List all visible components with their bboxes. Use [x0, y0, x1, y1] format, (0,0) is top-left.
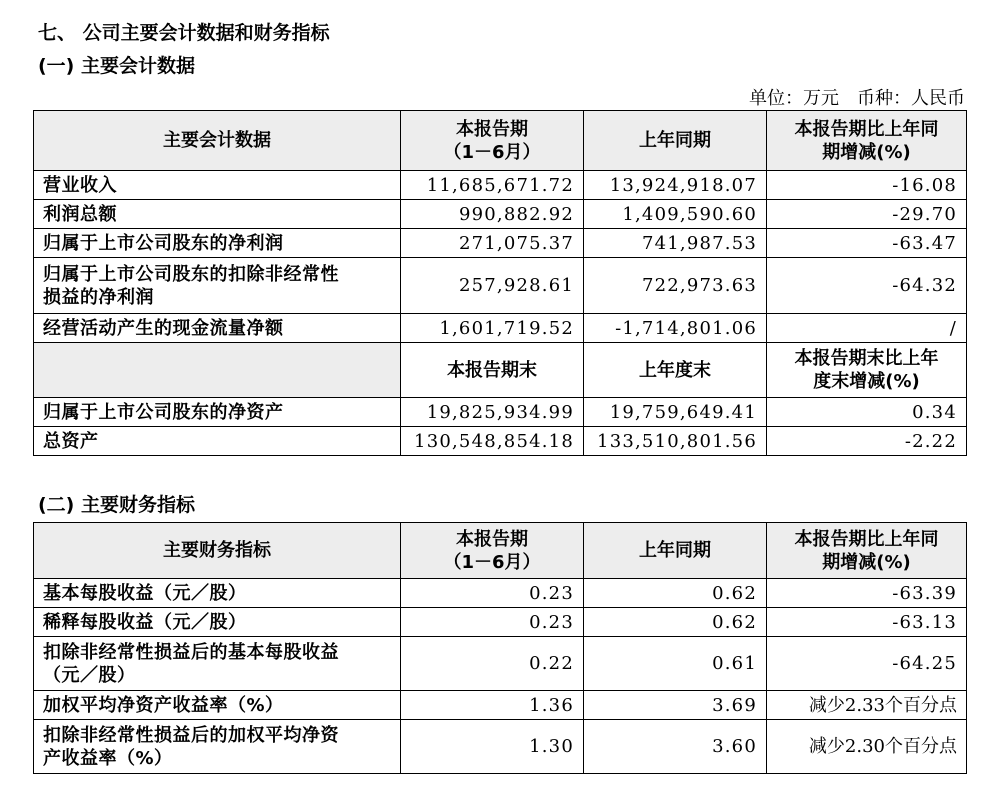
cell-previous: 133,510,801.56 [584, 427, 767, 456]
header-line: 本报告期末比上年 [794, 348, 939, 369]
cell-change: 减少2.30个百分点 [767, 720, 967, 774]
cell-current: 0.23 [401, 608, 584, 637]
row-label: 基本每股收益（元／股） [34, 579, 401, 608]
cell-change: 减少2.33个百分点 [767, 691, 967, 720]
part1-title: (一) 主要会计数据 [38, 55, 195, 77]
cell-current: 19,825,934.99 [401, 398, 584, 427]
section-title: 七、 公司主要会计数据和财务指标 [38, 22, 330, 44]
table-row [34, 579, 967, 608]
row-label: 经营活动产生的现金流量净额 [34, 314, 401, 343]
cell-change: -63.39 [767, 579, 967, 608]
header-current-period [401, 523, 584, 579]
row-label: 归属于上市公司股东的净资产 [34, 398, 401, 427]
cell-current: 130,548,854.18 [401, 427, 584, 456]
subheader-period-end: 本报告期末 [401, 343, 584, 398]
table-row [34, 637, 967, 691]
cell-previous: 3.69 [584, 691, 767, 720]
header-line: 度末增减(%) [813, 371, 920, 392]
table-subheader-row [34, 343, 967, 398]
header-current-period [401, 111, 584, 171]
cell-current: 271,075.37 [401, 229, 584, 258]
row-label: 稀释每股收益（元／股） [34, 608, 401, 637]
financial-indicators-table [33, 522, 967, 774]
header-line: 本报告期比上年同 [794, 118, 939, 140]
cell-previous: 13,924,918.07 [584, 171, 767, 200]
cell-change: -16.08 [767, 171, 967, 200]
table-header-row [34, 111, 967, 171]
header-line: 本报告期 [456, 528, 528, 550]
table-row [34, 398, 967, 427]
row-label: 归属于上市公司股东的净利润 [34, 229, 401, 258]
cell-previous: 0.62 [584, 608, 767, 637]
cell-previous: 3.60 [584, 720, 767, 774]
subheader-change [767, 343, 967, 398]
cell-current: 0.23 [401, 579, 584, 608]
header-change [767, 523, 967, 579]
table-row [34, 691, 967, 720]
cell-current: 1.30 [401, 720, 584, 774]
label-line: （元／股） [43, 664, 136, 686]
table-row [34, 229, 967, 258]
table-row [34, 200, 967, 229]
header-line: 期增减(%) [822, 141, 911, 163]
table-row [34, 171, 967, 200]
cell-previous: 0.61 [584, 637, 767, 691]
header-previous-period: 上年同期 [584, 523, 767, 579]
header-previous-period: 上年同期 [584, 111, 767, 171]
row-label: 总资产 [34, 427, 401, 456]
cell-previous: 722,973.63 [584, 258, 767, 314]
cell-previous: -1,714,801.06 [584, 314, 767, 343]
table-header-row [34, 523, 967, 579]
cell-previous: 19,759,649.41 [584, 398, 767, 427]
cell-change: -2.22 [767, 427, 967, 456]
cell-current: 11,685,671.72 [401, 171, 584, 200]
cell-change: 0.34 [767, 398, 967, 427]
header-line: 本报告期比上年同 [794, 528, 939, 550]
label-line: 归属于上市公司股东的扣除非经常性 [43, 263, 339, 285]
cell-change: -64.32 [767, 258, 967, 314]
cell-previous: 1,409,590.60 [584, 200, 767, 229]
header-line: 本报告期 [456, 118, 528, 140]
row-label [34, 637, 401, 691]
label-line: 损益的净利润 [43, 286, 154, 308]
table-row [34, 258, 967, 314]
cell-change: -64.25 [767, 637, 967, 691]
header-change [767, 111, 967, 171]
cell-current: 257,928.61 [401, 258, 584, 314]
label-line: 产收益率（%） [43, 747, 173, 769]
accounting-data-table [33, 110, 967, 456]
header-line: （1－6月） [443, 141, 541, 163]
label-line: 扣除非经常性损益后的加权平均净资 [43, 724, 339, 746]
header-line: 期增减(%) [822, 551, 911, 573]
cell-change: -63.13 [767, 608, 967, 637]
row-label [34, 258, 401, 314]
header-item: 主要会计数据 [34, 111, 401, 171]
table-row [34, 608, 967, 637]
unit-currency-line: 单位：万元 币种：人民币 [749, 88, 965, 109]
table-row [34, 427, 967, 456]
cell-change: -63.47 [767, 229, 967, 258]
label-line: 扣除非经常性损益后的基本每股收益 [43, 641, 339, 663]
row-label: 营业收入 [34, 171, 401, 200]
cell-change: / [767, 314, 967, 343]
row-label [34, 720, 401, 774]
cell-change: -29.70 [767, 200, 967, 229]
cell-previous: 0.62 [584, 579, 767, 608]
cell-current: 990,882.92 [401, 200, 584, 229]
table-row [34, 314, 967, 343]
cell-current: 1.36 [401, 691, 584, 720]
header-item: 主要财务指标 [34, 523, 401, 579]
part2-title: (二) 主要财务指标 [38, 494, 195, 516]
header-line: （1－6月） [443, 551, 541, 573]
subheader-previous-year-end: 上年度末 [584, 343, 767, 398]
row-label: 利润总额 [34, 200, 401, 229]
table-row [34, 720, 967, 774]
cell-current: 1,601,719.52 [401, 314, 584, 343]
subheader-blank [34, 343, 401, 398]
cell-current: 0.22 [401, 637, 584, 691]
row-label: 加权平均净资产收益率（%） [34, 691, 401, 720]
cell-previous: 741,987.53 [584, 229, 767, 258]
